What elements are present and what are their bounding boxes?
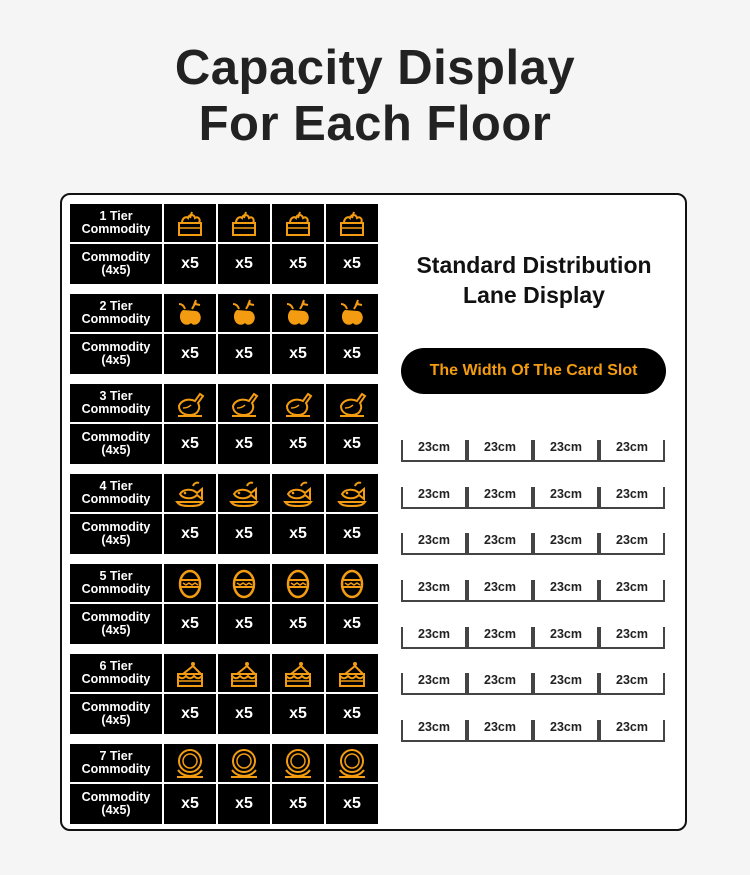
capacity-value: x5 bbox=[164, 514, 216, 554]
tier-row-1 bbox=[70, 204, 378, 284]
slot-width: 23cm bbox=[467, 667, 533, 695]
vegetable-basket-icon bbox=[164, 204, 216, 242]
capacity-value: x5 bbox=[272, 334, 324, 374]
title-line-2: For Each Floor bbox=[198, 97, 552, 151]
slot-width: 23cm bbox=[467, 714, 533, 742]
cake-icon bbox=[218, 654, 270, 692]
page-title bbox=[0, 40, 750, 152]
slot-width: 23cm bbox=[401, 621, 467, 649]
slot-width: 23cm bbox=[533, 621, 599, 649]
capacity-value: x5 bbox=[164, 694, 216, 734]
tier-row-5 bbox=[70, 564, 378, 644]
capacity-value: x5 bbox=[164, 244, 216, 284]
slot-width: 23cm bbox=[533, 481, 599, 509]
distribution-title-line-2: Lane Display bbox=[463, 282, 605, 308]
slot-width: 23cm bbox=[533, 574, 599, 602]
fruit-icon bbox=[164, 294, 216, 332]
tier-row-6 bbox=[70, 654, 378, 734]
tier-label: 4 Tier Commodity bbox=[70, 474, 162, 512]
capacity-value: x5 bbox=[218, 694, 270, 734]
capacity-value: x5 bbox=[272, 424, 324, 464]
fish-dish-icon bbox=[164, 474, 216, 512]
capacity-value: x5 bbox=[164, 784, 216, 824]
capacity-value: x5 bbox=[326, 604, 378, 644]
cake-icon bbox=[164, 654, 216, 692]
fruit-icon bbox=[218, 294, 270, 332]
capacity-value: x5 bbox=[326, 694, 378, 734]
tier-capacity-label: Commodity (4x5) bbox=[70, 514, 162, 554]
tier-row-2 bbox=[70, 294, 378, 374]
slot-width: 23cm bbox=[599, 667, 665, 695]
tier-capacity-label: Commodity (4x5) bbox=[70, 424, 162, 464]
slot-width: 23cm bbox=[467, 434, 533, 462]
capacity-value: x5 bbox=[218, 514, 270, 554]
capacity-value: x5 bbox=[164, 424, 216, 464]
slot-width: 23cm bbox=[467, 574, 533, 602]
slot-width: 23cm bbox=[599, 621, 665, 649]
capacity-value: x5 bbox=[326, 514, 378, 554]
capacity-value: x5 bbox=[272, 514, 324, 554]
capacity-value: x5 bbox=[218, 424, 270, 464]
roast-chicken-icon bbox=[218, 384, 270, 422]
capacity-value: x5 bbox=[218, 604, 270, 644]
vegetable-basket-icon bbox=[326, 204, 378, 242]
egg-icon bbox=[218, 564, 270, 602]
lane-row-6 bbox=[401, 667, 666, 697]
fish-dish-icon bbox=[272, 474, 324, 512]
capacity-value: x5 bbox=[218, 784, 270, 824]
slot-width: 23cm bbox=[599, 481, 665, 509]
slot-width: 23cm bbox=[467, 621, 533, 649]
plate-stack-icon bbox=[164, 744, 216, 782]
roast-chicken-icon bbox=[326, 384, 378, 422]
plate-stack-icon bbox=[272, 744, 324, 782]
lane-row-4 bbox=[401, 574, 666, 604]
plate-stack-icon bbox=[218, 744, 270, 782]
slot-width: 23cm bbox=[467, 527, 533, 555]
fruit-icon bbox=[326, 294, 378, 332]
lane-row-7 bbox=[401, 714, 666, 744]
card-slot-width-badge: The Width Of The Card Slot bbox=[401, 348, 666, 394]
slot-width: 23cm bbox=[533, 714, 599, 742]
capacity-value: x5 bbox=[272, 694, 324, 734]
capacity-value: x5 bbox=[326, 244, 378, 284]
fish-dish-icon bbox=[326, 474, 378, 512]
capacity-value: x5 bbox=[326, 424, 378, 464]
roast-chicken-icon bbox=[164, 384, 216, 422]
slot-width: 23cm bbox=[599, 574, 665, 602]
capacity-value: x5 bbox=[326, 784, 378, 824]
capacity-value: x5 bbox=[272, 244, 324, 284]
lane-row-2 bbox=[401, 481, 666, 511]
tier-row-7 bbox=[70, 744, 378, 824]
capacity-value: x5 bbox=[218, 334, 270, 374]
egg-icon bbox=[272, 564, 324, 602]
slot-width: 23cm bbox=[467, 481, 533, 509]
slot-width: 23cm bbox=[401, 434, 467, 462]
distribution-title-line-1: Standard Distribution bbox=[416, 252, 652, 278]
distribution-title bbox=[380, 250, 688, 310]
slot-width: 23cm bbox=[401, 714, 467, 742]
capacity-value: x5 bbox=[272, 604, 324, 644]
slot-width: 23cm bbox=[401, 527, 467, 555]
lane-row-5 bbox=[401, 621, 666, 651]
slot-width: 23cm bbox=[533, 527, 599, 555]
slot-width: 23cm bbox=[401, 667, 467, 695]
roast-chicken-icon bbox=[272, 384, 324, 422]
capacity-value: x5 bbox=[272, 784, 324, 824]
capacity-value: x5 bbox=[164, 604, 216, 644]
plate-stack-icon bbox=[326, 744, 378, 782]
cake-icon bbox=[272, 654, 324, 692]
slot-width: 23cm bbox=[599, 527, 665, 555]
slot-width: 23cm bbox=[533, 667, 599, 695]
vegetable-basket-icon bbox=[272, 204, 324, 242]
fish-dish-icon bbox=[218, 474, 270, 512]
tier-capacity-label: Commodity (4x5) bbox=[70, 784, 162, 824]
tier-row-3 bbox=[70, 384, 378, 464]
tier-capacity-label: Commodity (4x5) bbox=[70, 694, 162, 734]
tier-label: 3 Tier Commodity bbox=[70, 384, 162, 422]
lane-row-1 bbox=[401, 434, 666, 464]
lane-row-3 bbox=[401, 527, 666, 557]
tier-capacity-label: Commodity (4x5) bbox=[70, 334, 162, 374]
tier-label: 2 Tier Commodity bbox=[70, 294, 162, 332]
slot-width: 23cm bbox=[599, 714, 665, 742]
capacity-value: x5 bbox=[326, 334, 378, 374]
fruit-icon bbox=[272, 294, 324, 332]
egg-icon bbox=[164, 564, 216, 602]
capacity-value: x5 bbox=[218, 244, 270, 284]
title-line-1: Capacity Display bbox=[174, 41, 576, 95]
tier-capacity-label: Commodity (4x5) bbox=[70, 604, 162, 644]
egg-icon bbox=[326, 564, 378, 602]
tier-label: 7 Tier Commodity bbox=[70, 744, 162, 782]
slot-width: 23cm bbox=[401, 574, 467, 602]
slot-width: 23cm bbox=[401, 481, 467, 509]
tier-label: 1 Tier Commodity bbox=[70, 204, 162, 242]
tier-capacity-label: Commodity (4x5) bbox=[70, 244, 162, 284]
slot-width: 23cm bbox=[599, 434, 665, 462]
slot-width: 23cm bbox=[533, 434, 599, 462]
vegetable-basket-icon bbox=[218, 204, 270, 242]
tier-row-4 bbox=[70, 474, 378, 554]
capacity-value: x5 bbox=[164, 334, 216, 374]
tier-label: 6 Tier Commodity bbox=[70, 654, 162, 692]
tier-label: 5 Tier Commodity bbox=[70, 564, 162, 602]
cake-icon bbox=[326, 654, 378, 692]
